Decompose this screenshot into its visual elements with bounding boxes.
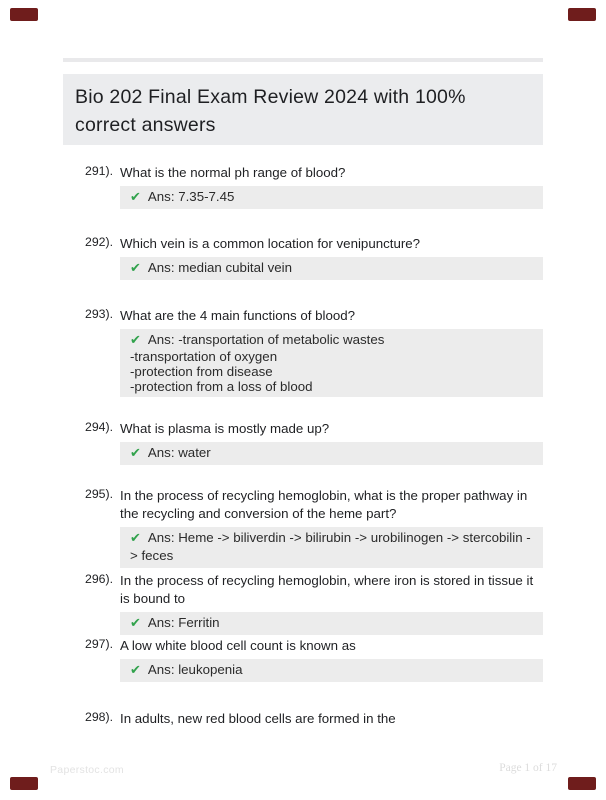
answer-line xyxy=(130,444,533,462)
answer-box xyxy=(120,329,543,397)
question-text: Which vein is a common location for venipuncture? xyxy=(120,236,421,251)
question-text: What are the 4 main functions of blood? xyxy=(120,308,356,323)
question-text: In adults, new red blood cells are formed in the xyxy=(120,711,396,726)
question-number: 291). xyxy=(85,164,114,178)
answer-text: Ans: water xyxy=(147,445,211,460)
footer-watermark: Paperstoc.com xyxy=(50,764,124,776)
question-main xyxy=(120,164,543,209)
answer-text: Ans: Ferritin xyxy=(147,615,220,630)
question-main xyxy=(120,637,543,682)
answer-box xyxy=(120,186,543,209)
check-icon: ✔ xyxy=(130,445,141,460)
answer-text: Ans: Heme -> biliverdin -> bilirubin -> urobilinogen -> stercobilin -> feces xyxy=(130,530,531,563)
page-number: Page 1 of 17 xyxy=(499,762,557,774)
answer-box xyxy=(120,659,543,682)
question-number: 292). xyxy=(85,235,114,249)
question-number: 297). xyxy=(85,637,114,651)
question-main xyxy=(120,572,543,635)
answer-line xyxy=(130,331,533,349)
question-number: 296). xyxy=(85,572,114,586)
question-main xyxy=(120,307,543,397)
check-icon: ✔ xyxy=(130,260,141,275)
answer-line xyxy=(130,614,533,632)
question-number: 294). xyxy=(85,420,114,434)
question-item xyxy=(63,637,543,682)
answer-line: -transportation of oxygen xyxy=(130,349,278,364)
check-icon: ✔ xyxy=(130,189,141,204)
check-icon: ✔ xyxy=(130,662,141,677)
question-text: In the process of recycling hemoglobin, what is the proper pathway in the recycling and conversion of the heme part? xyxy=(120,488,528,521)
check-icon: ✔ xyxy=(130,615,141,630)
question-text: What is plasma is mostly made up? xyxy=(120,421,330,436)
answer-line: -protection from disease xyxy=(130,364,273,379)
question-number: 298). xyxy=(85,710,114,724)
question-item xyxy=(63,307,543,397)
question-item xyxy=(63,710,543,728)
answer-line xyxy=(130,661,533,679)
check-icon: ✔ xyxy=(130,332,141,347)
question-main xyxy=(120,487,543,568)
question-number: 293). xyxy=(85,307,114,321)
answer-box xyxy=(120,442,543,465)
answer-line xyxy=(130,529,533,565)
answer-box xyxy=(120,257,543,280)
answer-line xyxy=(130,188,533,206)
answer-text: Ans: leukopenia xyxy=(147,662,243,677)
question-item xyxy=(63,235,543,280)
page-title: Bio 202 Final Exam Review 2024 with 100% correct answers xyxy=(75,86,466,136)
answer-text: Ans: median cubital vein xyxy=(147,260,293,275)
question-item xyxy=(63,487,543,568)
answer-box xyxy=(120,527,543,568)
question-main xyxy=(120,420,543,465)
check-icon: ✔ xyxy=(130,530,141,545)
question-text: A low white blood cell count is known as xyxy=(120,638,356,653)
answer-line xyxy=(130,259,533,277)
question-item xyxy=(63,572,543,635)
question-text: What is the normal ph range of blood? xyxy=(120,165,346,180)
question-item xyxy=(63,420,543,465)
answer-text: Ans: 7.35-7.45 xyxy=(147,189,235,204)
question-number: 295). xyxy=(85,487,114,501)
question-text: In the process of recycling hemoglobin, where iron is stored in tissue it is bound to xyxy=(120,573,534,606)
answer-box xyxy=(120,612,543,635)
question-item xyxy=(63,164,543,209)
question-main xyxy=(120,710,543,728)
answer-text: Ans: -transportation of metabolic wastes xyxy=(147,332,385,347)
answer-line: -protection from a loss of blood xyxy=(130,379,313,394)
question-main xyxy=(120,235,543,280)
